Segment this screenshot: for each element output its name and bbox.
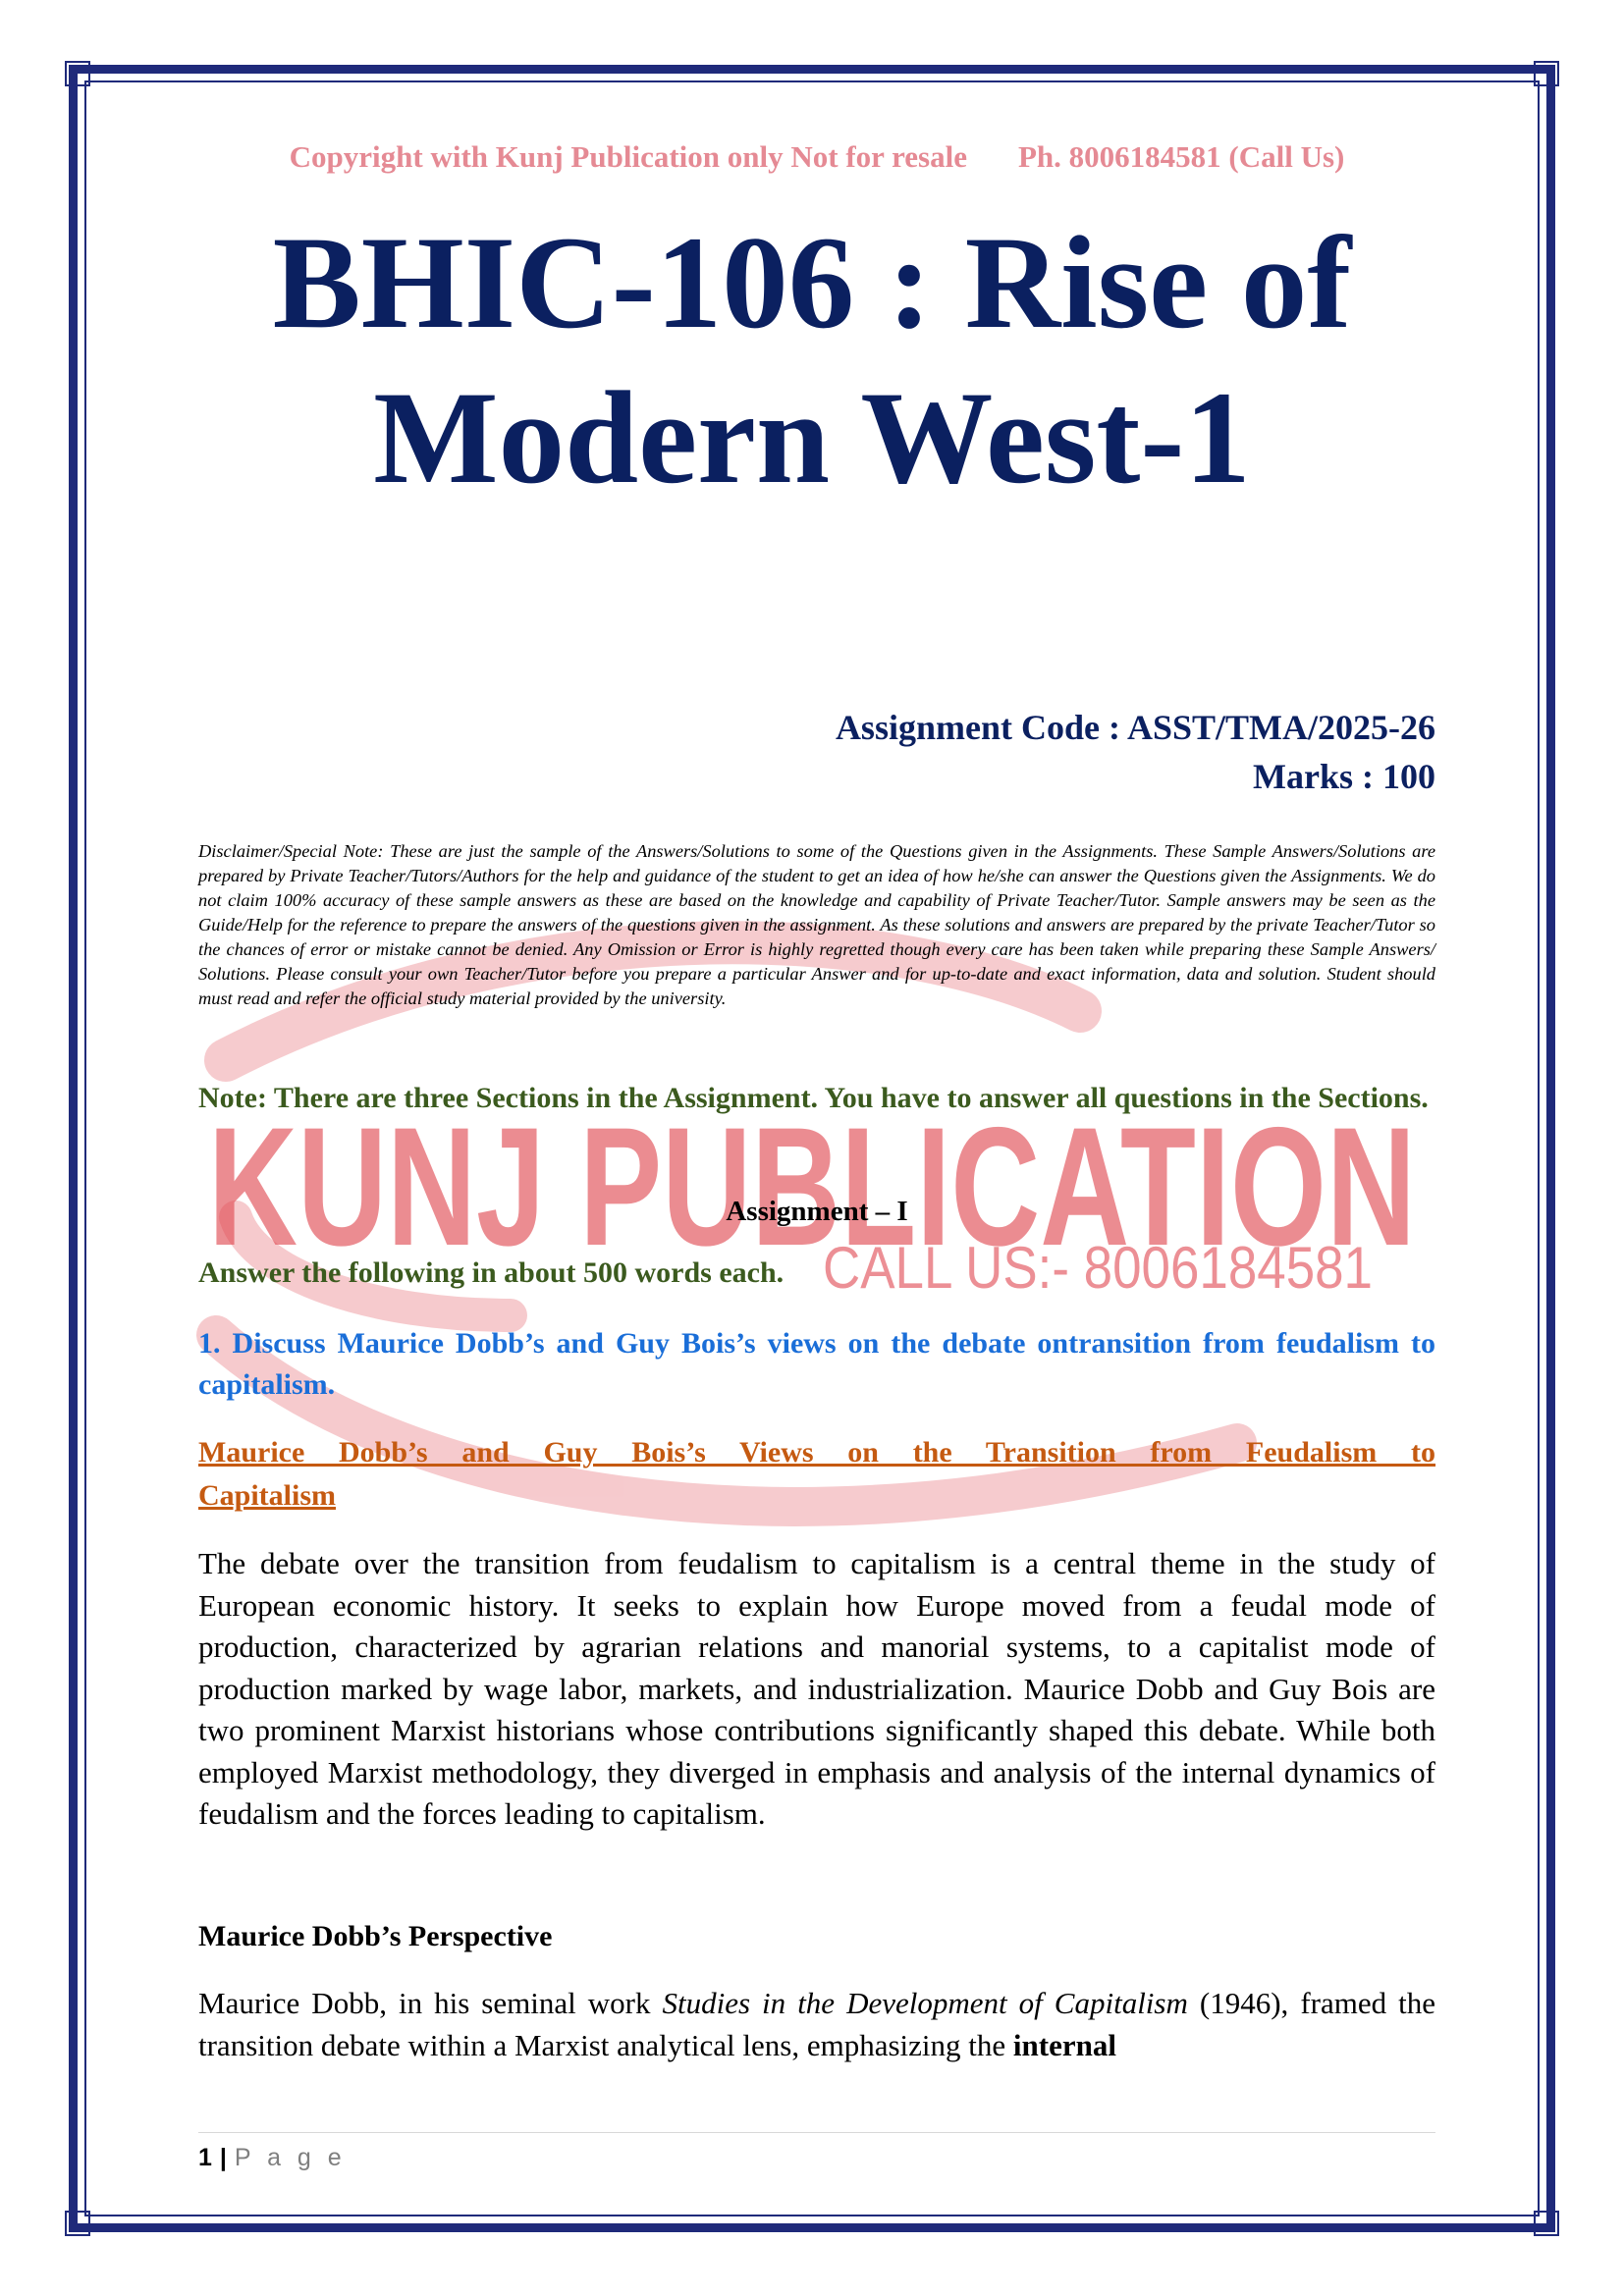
disclaimer: Disclaimer/Special Note: These are just the sample of the Answers/Solutions to some of the Questions given in the Assignments. These Sample Answers/Solutions are prepared by Private Teacher/Tutors/Authors for the help and guidance of the student to get an idea of how he/she can answer the Questions given the Assignments. We do not claim 100% accuracy of these sample answers as these are based on the knowledge and capability of Private Teacher/Tutor. Sample answers may be seen as the Guide/Help for the reference to prepare the answers of the questions given in the assignment. As these solutions and answers are prepared by the private Teacher/Tutor so the chances of error or mistake cannot be denied. Any Omission or Error is highly regretted though every care has been taken while preparing these Sample Answers/ Solutions. Please consult your own Teacher/Tutor before you prepare a particular Answer and for up-to-date and exact information, data and solution. Student should must read and refer the official study material provided by the university. (198, 841, 1435, 1008)
question: 1. Discuss Maurice Dobb’s and Guy Bois’s views on the debate ontransition from feudalism to capitalism. (198, 1327, 1435, 1401)
paragraph-text: Maurice Dobb, in his seminal work (198, 1986, 663, 2020)
border-corner (1534, 2211, 1559, 2236)
watermark-brand: KUNJ PUBLICATION (208, 1093, 1416, 1281)
border-corner (65, 61, 90, 86)
page-number: 1 (198, 2144, 212, 2171)
note: Note: There are three Sections in the Assignment. You have to answer all questions in the Sections. (198, 1082, 1429, 1114)
phone-text: Ph. 8006184581 (Call Us) (1017, 139, 1345, 174)
copyright-text: Copyright with Kunj Publication only Not for resale (289, 139, 967, 174)
footer-separator: | (219, 2144, 227, 2171)
page-title (147, 206, 1477, 516)
instruction: Answer the following in about 500 words each. (198, 1256, 785, 1289)
watermark-call: CALL US:- 8006184581 (823, 1235, 1373, 1301)
title-line-1: BHIC-106 : Rise of (272, 210, 1352, 356)
assignment-info (198, 703, 1435, 801)
subheading: Maurice Dobb’s Perspective (198, 1920, 553, 1952)
answer-heading-line-1: Maurice Dobb’s and Guy Bois’s Views on the Transition from Feudalism to (198, 1436, 1435, 1468)
paragraph (198, 1983, 1435, 2066)
title-line-2: Modern West-1 (373, 365, 1251, 511)
assignment-code: Assignment Code : ASST/TMA/2025-26 (835, 708, 1435, 747)
border-corner (65, 2211, 90, 2236)
emphasis-text: internal (1012, 2027, 1116, 2062)
page-footer (198, 2140, 347, 2175)
answer-heading (198, 1431, 1435, 1518)
answer-heading-line-2: Capitalism (198, 1479, 337, 1512)
book-title: Studies in the Development of Capitalism (662, 1986, 1188, 2020)
footer-divider (198, 2132, 1435, 2133)
border-corner (1534, 61, 1559, 86)
paragraph: The debate over the transition from feudalism to capitalism is a central theme in the study of European economic history. It seeks to explain how Europe moved from a feudal mode of production, characterized by agrarian relations and manorial systems, to a capitalist mode of production marked by wage labor, markets, and industrialization. Maurice Dobb and Guy Bois are two prominent Marxist historians whose contributions significantly shaped this debate. While both employed Marxist methodology, they diverged in emphasis and analysis of the internal dynamics of feudalism and the forces leading to capitalism. (198, 1546, 1435, 1831)
page-label: P a g e (234, 2144, 347, 2171)
copyright-header (198, 139, 1435, 175)
paragraph-text: (1946), framed the transition debate within a Marxist analytical lens, emphasizing the (198, 1986, 1435, 2062)
assignment-marks: Marks : 100 (1253, 757, 1435, 796)
section-heading: Assignment – I (726, 1196, 908, 1227)
